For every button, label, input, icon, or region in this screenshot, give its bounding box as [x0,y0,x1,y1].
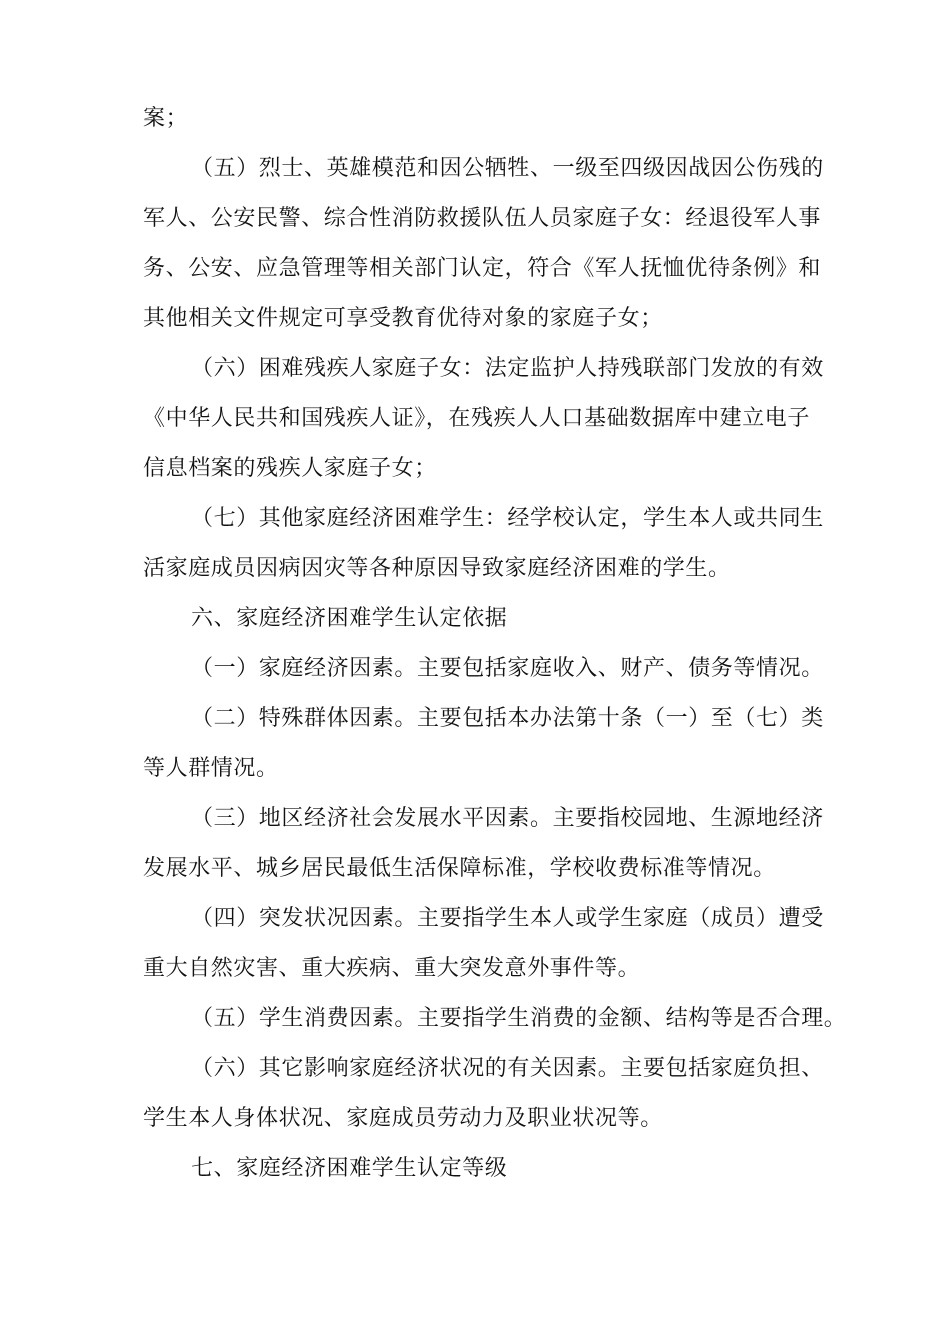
text-line: 《中华人民共和国残疾人证》，在残疾人人口基础数据库中建立电子 [143,406,811,431]
text-line: 活家庭成员因病因灾等各种原因导致家庭经济困难的学生。 [143,556,731,581]
text-line: 军人、公安民警、综合性消防救援队伍人员家庭子女：经退役军人事 [143,206,822,231]
text-line: 学生本人身体状况、家庭成员劳动力及职业状况等。 [143,1106,663,1131]
text-line: （三）地区经济社会发展水平因素。主要指校园地、生源地经济 [191,806,824,831]
text-line: （六）困难残疾人家庭子女：法定监护人持残联部门发放的有效 [191,356,824,381]
text-line: （四）突发状况因素。主要指学生本人或学生家庭（成员）遭受 [191,906,824,931]
text-line: （五）学生消费因素。主要指学生消费的金额、结构等是否合理。 [191,1006,847,1031]
section-heading: 七、家庭经济困难学生认定等级 [191,1156,508,1181]
text-line: （七）其他家庭经济困难学生：经学校认定，学生本人或共同生 [191,506,824,531]
text-line: 等人群情况。 [143,756,279,781]
text-line: 重大自然灾害、重大疾病、重大突发意外事件等。 [143,956,641,981]
text-line: （五）烈士、英雄模范和因公牺牲、一级至四级因战因公伤残的 [191,156,824,181]
text-line: （一）家庭经济因素。主要包括家庭收入、财产、债务等情况。 [191,656,824,681]
text-line: 发展水平、城乡居民最低生活保障标准，学校收费标准等情况。 [143,856,776,881]
section-heading: 六、家庭经济困难学生认定依据 [191,606,508,631]
text-line: 信息档案的残疾人家庭子女； [143,456,437,481]
text-line: （六）其它影响家庭经济状况的有关因素。主要包括家庭负担、 [191,1056,824,1081]
text-line: 案； [143,106,189,131]
text-line: （二）特殊群体因素。主要包括本办法第十条（一）至（七）类 [191,706,824,731]
text-line: 其他相关文件规定可享受教育优待对象的家庭子女； [143,306,663,331]
text-line: 务、公安、应急管理等相关部门认定，符合《军人抚恤优待条例》和 [143,256,822,281]
